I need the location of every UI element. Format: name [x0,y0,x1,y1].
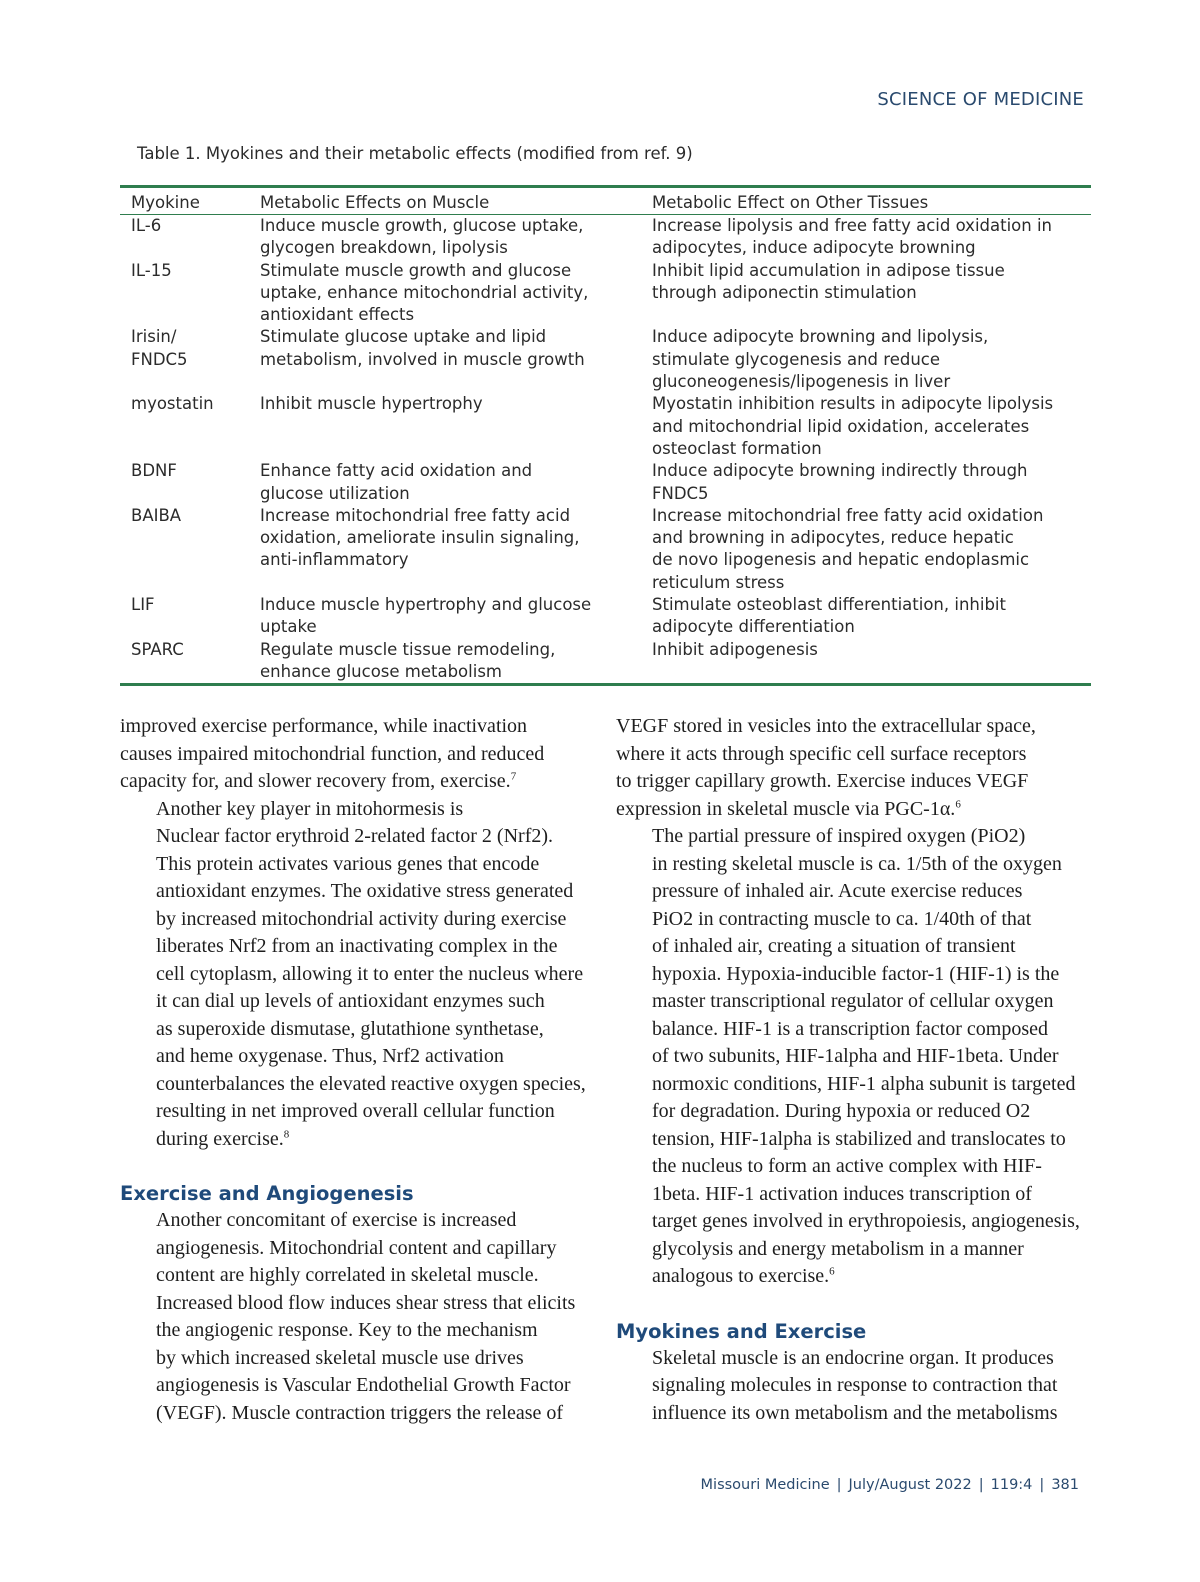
muscle-effect-cell [260,393,652,460]
text-line: angiogenesis is Vascular Endothelial Growth Factor [156,1374,571,1396]
cell-line: antioxidant effects [260,305,415,325]
text-line: Increased blood flow induces shear stress that elicits [156,1291,576,1314]
cell-line: Myostatin inhibition results in adipocyte lipolysis [652,394,1054,414]
cell-line: Stimulate glucose uptake and lipid [260,327,547,347]
cell-line: BDNF [131,461,177,481]
text-line: counterbalances the elevated reactive oxygen species, [156,1072,586,1095]
text-line: pressure of inhaled air. Acute exercise reduces [652,880,1023,902]
table-row [120,505,1091,594]
text-line: by which increased skeletal muscle use drives [156,1346,524,1369]
text-line: master transcriptional regulator of cellular oxygen [652,990,1054,1012]
other-tissue-effect-cell [652,215,1091,260]
table-body [120,215,1091,683]
footer-issue-date: July/August 2022 [848,1477,972,1493]
footer-volume: 119:4 [990,1477,1033,1493]
text-line: Skeletal muscle is an endocrine organ. It produces [652,1346,1054,1369]
other-tissue-effect-cell [652,393,1091,460]
text-line: Another concomitant of exercise is increased [156,1209,517,1231]
table-row [120,326,1091,393]
footer-separator: | [1039,1477,1045,1493]
table-row [120,460,1091,505]
text-line: PiO2 in contracting muscle to ca. 1/40th of that [652,907,1032,930]
cell-line: Increase mitochondrial free fatty acid oxidation [652,505,1044,525]
cell-line: SPARC [131,639,184,659]
text-line: to trigger capillary growth. Exercise induces VEGF [616,770,1029,792]
table-row [120,594,1091,639]
muscle-effect-cell [260,260,652,327]
cell-line: osteoclast formation [652,438,822,458]
text-line: content are highly correlated in skeletal muscle. [156,1264,539,1286]
muscle-effect-cell [260,215,652,260]
text-line: 1beta. HIF-1 activation induces transcription of [652,1182,1032,1205]
footer-journal: Missouri Medicine [700,1477,830,1493]
myokine-cell [120,326,260,393]
table-header-myokine: Myokine [131,192,200,212]
text-line: it can dial up levels of antioxidant enzymes such [156,990,545,1012]
cell-line: Inhibit lipid accumulation in adipose tissue [652,260,1005,280]
right-paragraph-2 [616,823,1086,1291]
text-line: capacity for, and slower recovery from, exercise.$^7$ [120,770,517,792]
myokine-cell [120,260,260,327]
cell-line: glycogen breakdown, lipolysis [260,238,508,258]
cell-line: metabolism, involved in muscle growth [260,349,585,369]
text-line: glycolysis and energy metabolism in a manner [652,1237,1024,1260]
text-line: and heme oxygenase. Thus, Nrf2 activation [156,1045,504,1067]
left-column [120,713,590,1427]
reference-superscript: 6 [829,1265,835,1278]
cell-line: gluconeogenesis/lipogenesis in liver [652,372,951,392]
muscle-effect-cell [260,639,652,684]
footer-separator: | [836,1477,842,1493]
muscle-effect-cell [260,594,652,639]
cell-line: Inhibit adipogenesis [652,639,818,659]
text-line: antioxidant enzymes. The oxidative stress generated [156,880,574,902]
text-line: VEGF stored in vesicles into the extracellular space, [616,715,1036,737]
other-tissue-effect-cell [652,260,1091,327]
cell-line: enhance glucose metabolism [260,661,502,681]
cell-line: Increase lipolysis and free fatty acid oxidation in [652,216,1053,235]
text-line: the nucleus to form an active complex with HIF- [652,1155,1042,1177]
section-heading-angiogenesis: Exercise and Angiogenesis [120,1182,414,1205]
text-line: expression in skeletal muscle via PGC-1α.$^6$ [616,797,961,820]
table-row [120,639,1091,684]
text-line: angiogenesis. Mitochondrial content and capillary [156,1236,557,1259]
text-line: during exercise.$^8$ [156,1127,290,1150]
cell-line: FNDC5 [131,349,188,369]
other-tissue-effect-cell [652,594,1091,639]
left-paragraph-1 [120,713,590,796]
text-line: tension, HIF-1alpha is stabilized and translocates to [652,1127,1066,1150]
text-line: Another key player in mitohormesis is [156,797,464,820]
running-head: SCIENCE OF MEDICINE [877,89,1084,110]
cell-line: de novo lipogenesis and hepatic endoplasmic [652,550,1030,570]
cell-line: Induce muscle hypertrophy and glucose [260,595,592,615]
text-line: normoxic conditions, HIF-1 alpha subunit is targeted [652,1072,1076,1095]
cell-line: and browning in adipocytes, reduce hepatic [652,528,1014,548]
text-line: as superoxide dismutase, glutathione synthetase, [156,1017,544,1040]
text-line: by increased mitochondrial activity during exercise [156,907,567,930]
reference-superscript: 6 [955,797,961,810]
other-tissue-effect-cell [652,505,1091,594]
cell-line: Increase mitochondrial free fatty acid [260,505,571,525]
left-paragraph-2 [120,796,590,1154]
other-tissue-effect-cell [652,460,1091,505]
cell-line: Induce muscle growth, glucose uptake, [260,216,584,235]
myokine-cell [120,460,260,505]
muscle-effect-cell [260,326,652,393]
cell-line: and mitochondrial lipid oxidation, accelerates [652,416,1030,436]
text-line: hypoxia. Hypoxia-inducible factor-1 (HIF-1) is the [652,962,1060,985]
cell-line: adipocytes, induce adipocyte browning [652,238,976,258]
right-column [616,713,1086,1427]
cell-line: BAIBA [131,505,182,525]
table-header-other-effects: Metabolic Effect on Other Tissues [652,192,929,212]
cell-line: Induce adipocyte browning indirectly through [652,461,1028,481]
text-line: cell cytoplasm, allowing it to enter the nucleus where [156,962,584,985]
cell-line: Regulate muscle tissue remodeling, [260,639,556,659]
text-line: analogous to exercise.$^6$ [652,1265,835,1287]
text-line: resulting in net improved overall cellular function [156,1100,555,1122]
table-header-row [120,188,1091,215]
myokine-cell [120,594,260,639]
cell-line: Irisin/ [131,327,177,347]
cell-line: reticulum stress [652,572,785,592]
text-line: of inhaled air, creating a situation of transient [652,935,1016,957]
cell-line: through adiponectin stimulation [652,282,917,302]
cell-line: uptake [260,617,317,637]
myokine-cell [120,505,260,594]
cell-line: IL-6 [131,216,162,235]
cell-line: IL-15 [131,260,172,280]
footer-separator: | [978,1477,984,1493]
text-line: where it acts through specific cell surface receptors [616,742,1027,765]
cell-line: adipocyte differentiation [652,617,855,637]
other-tissue-effect-cell [652,326,1091,393]
cell-line: Induce adipocyte browning and lipolysis, [652,327,989,347]
right-paragraph-1 [616,713,1086,823]
text-line: liberates Nrf2 from an inactivating complex in the [156,935,558,957]
section-heading-myokines: Myokines and Exercise [616,1319,867,1343]
cell-line: Enhance fatty acid oxidation and [260,461,533,481]
text-line: of two subunits, HIF-1alpha and HIF-1beta. Under [652,1045,1059,1067]
muscle-effect-cell [260,505,652,594]
myokine-cell [120,393,260,460]
cell-line: anti-inflammatory [260,550,409,570]
table-caption: Table 1. Myokines and their metabolic effects (modified from ref. 9) [137,144,693,163]
cell-line: LIF [131,595,155,615]
myokines-table [120,185,1091,686]
reference-superscript: 8 [283,1127,290,1140]
text-line: This protein activates various genes that encode [156,852,540,875]
text-line: signaling molecules in response to contraction that [652,1374,1058,1396]
text-line: Nuclear factor erythroid 2-related factor 2 (Nrf2). [156,825,554,847]
muscle-effect-cell [260,460,652,505]
cell-line: Stimulate osteoblast differentiation, inhibit [652,595,1006,615]
cell-line: FNDC5 [652,483,709,503]
myokine-cell [120,215,260,260]
table-row [120,260,1091,327]
text-line: in resting skeletal muscle is ca. 1/5th of the oxygen [652,852,1062,875]
text-line: for degradation. During hypoxia or reduced O2 [652,1100,1031,1122]
cell-line: Inhibit muscle hypertrophy [260,394,483,414]
text-line: target genes involved in erythropoiesis, angiogenesis, [652,1210,1080,1232]
text-line: influence its own metabolism and the metabolisms [652,1401,1058,1424]
cell-line: stimulate glycogenesis and reduce [652,349,941,369]
text-line: improved exercise performance, while inactivation [120,715,528,737]
table-row [120,215,1091,260]
text-line: balance. HIF-1 is a transcription factor composed [652,1017,1048,1040]
cell-line: uptake, enhance mitochondrial activity, [260,282,589,302]
table-header-muscle-effects: Metabolic Effects on Muscle [260,192,490,212]
text-line: the angiogenic response. Key to the mechanism [156,1319,538,1341]
text-line: The partial pressure of inspired oxygen (PiO2) [652,825,1026,847]
cell-line: glucose utilization [260,483,410,503]
cell-line: myostatin [131,394,214,414]
cell-line: Stimulate muscle growth and glucose [260,260,572,280]
reference-superscript: 7 [510,770,517,783]
text-line: causes impaired mitochondrial function, and reduced [120,742,545,765]
cell-line: oxidation, ameliorate insulin signaling, [260,528,580,548]
page-footer [701,1477,1079,1493]
table-row [120,393,1091,460]
myokine-cell [120,639,260,684]
right-paragraph-3 [616,1345,1086,1428]
page-number: 381 [1051,1477,1079,1493]
text-line: (VEGF). Muscle contraction triggers the release of [156,1401,564,1424]
other-tissue-effect-cell [652,639,1091,684]
left-paragraph-3 [120,1207,590,1427]
